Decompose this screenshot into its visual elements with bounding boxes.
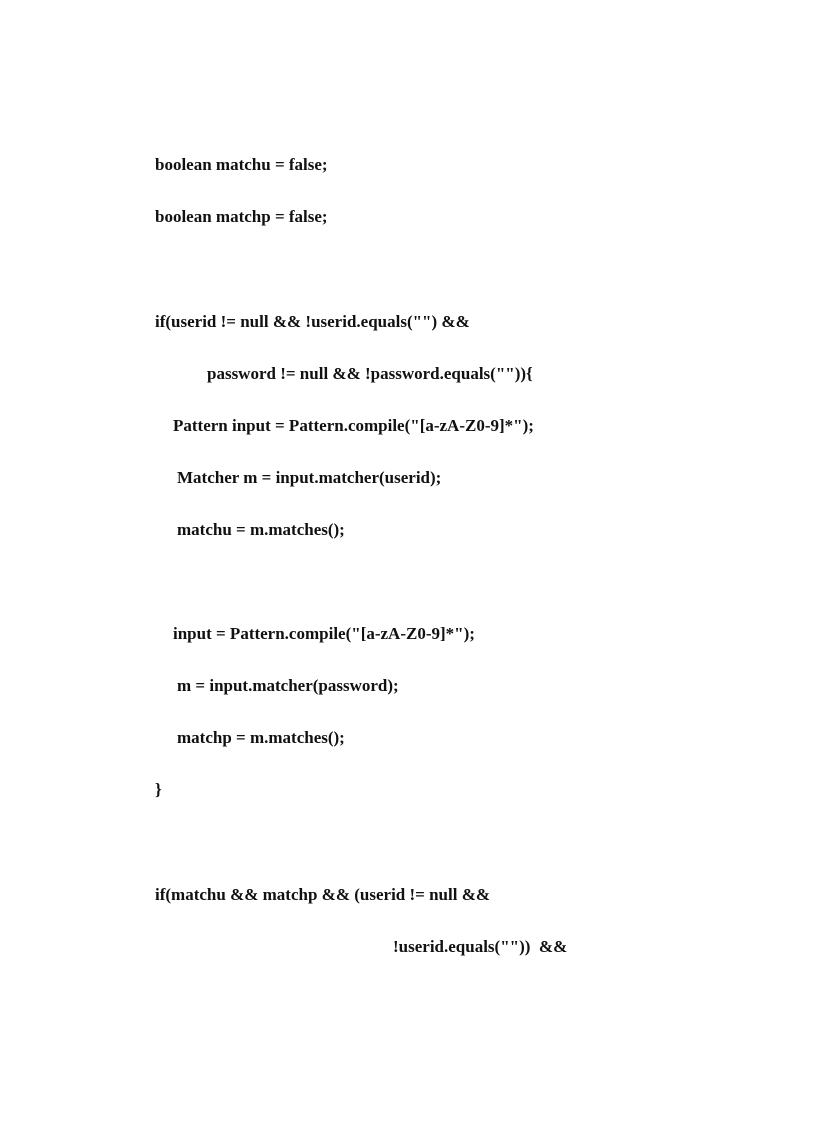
code-line-10: matchp = m.matches(); — [177, 728, 345, 747]
code-line-7: matchu = m.matches(); — [177, 520, 345, 539]
code-line-8: input = Pattern.compile("[a-zA-Z0-9]*"); — [173, 624, 475, 643]
code-line-5: Pattern input = Pattern.compile("[a-zA-Z0-9]*"); — [173, 416, 534, 435]
code-line-6: Matcher m = input.matcher(userid); — [177, 468, 442, 487]
code-line-13: !userid.equals("")) && — [393, 937, 568, 956]
code-line-2: boolean matchp = false; — [155, 207, 328, 226]
code-line-4: password != null && !password.equals("")){ — [207, 364, 533, 383]
code-line-1: boolean matchu = false; — [155, 155, 328, 174]
code-line-11: } — [155, 780, 162, 799]
code-line-9: m = input.matcher(password); — [177, 676, 399, 695]
code-line-3: if(userid != null && !userid.equals("") && — [155, 312, 470, 331]
code-line-12: if(matchu && matchp && (userid != null && — [155, 885, 491, 904]
